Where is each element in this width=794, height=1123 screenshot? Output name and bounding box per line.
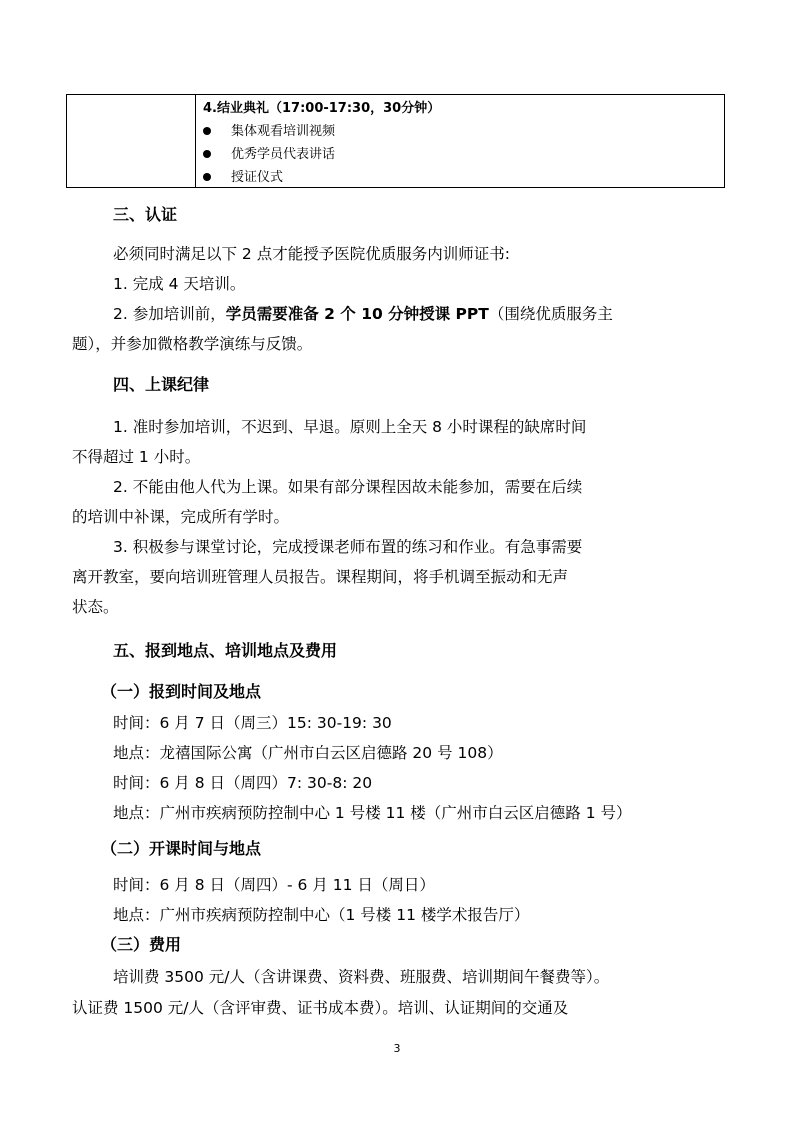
page-number: 3 xyxy=(393,1042,401,1055)
paragraph-line: 时间：6 月 8 日（周四）- 6 月 11 日（周日） xyxy=(113,876,435,894)
section-heading-certification: 三、认证 xyxy=(113,205,178,224)
subsection-heading-class-time: （二）开课时间与地点 xyxy=(101,839,262,858)
paragraph-line: 1. 准时参加培训，不迟到、早退。原则上全天 8 小时课程的缺席时间 xyxy=(113,418,587,436)
bullet-icon xyxy=(203,173,211,181)
session-title: 4.结业典礼（17:00-17:30，30分钟） xyxy=(203,101,441,116)
paragraph-line: 时间：6 月 8 日（周四）7: 30-8: 20 xyxy=(113,774,373,792)
paragraph-line: 1. 完成 4 天培训。 xyxy=(113,275,246,293)
paragraph-line: 题），并参加微格教学演练与反馈。 xyxy=(72,335,313,353)
table-column-divider xyxy=(195,95,196,187)
paragraph-line: 地点：广州市疾病预防控制中心（1 号楼 11 楼学术报告厅） xyxy=(113,906,530,924)
emphasis-text: 学员需要准备 2 个 10 分钟授课 PPT xyxy=(225,305,489,323)
paragraph-line: 培训费 3500 元/人（含讲课费、资料费、班服费、培训期间午餐费等）。 xyxy=(113,968,610,986)
bullet-icon xyxy=(203,150,211,158)
bullet-icon xyxy=(203,127,211,135)
paragraph-line: 必须同时满足以下 2 点才能授予医院优质服务内训师证书: xyxy=(113,245,510,263)
paragraph-line: 2. 参加培训前，学员需要准备 2 个 10 分钟授课 PPT（围绕优质服务主 xyxy=(113,305,613,323)
paragraph-line: 不得超过 1 小时。 xyxy=(72,448,201,466)
paragraph-line: 地点：龙禧国际公寓（广州市白云区启德路 20 号 108） xyxy=(113,744,503,762)
paragraph-line: 认证费 1500 元/人（含评审费、证书成本费）。培训、认证期间的交通及 xyxy=(72,999,569,1017)
list-item: 集体观看培训视频 xyxy=(203,120,720,143)
paragraph-line: 地点：广州市疾病预防控制中心 1 号楼 11 楼（广州市白云区启德路 1 号） xyxy=(113,804,632,822)
section-heading-discipline: 四、上课纪律 xyxy=(113,375,210,394)
section-heading-location-fees: 五、报到地点、培训地点及费用 xyxy=(113,641,338,660)
paragraph-line: 3. 积极参与课堂讨论，完成授课老师布置的练习和作业。有急事需要 xyxy=(113,538,583,556)
paragraph-line: 离开教室，要向培训班管理人员报告。课程期间，将手机调至振动和无声 xyxy=(72,568,569,586)
paragraph-line: 状态。 xyxy=(72,598,119,616)
list-item: 授证仪式 xyxy=(203,166,720,189)
subsection-heading-fees: （三）费用 xyxy=(101,935,182,954)
paragraph-line: 的培训中补课，完成所有学时。 xyxy=(72,508,290,526)
paragraph-line: 2. 不能由他人代为上课。如果有部分课程因故未能参加，需要在后续 xyxy=(113,478,583,496)
paragraph-line: 时间：6 月 7 日（周三）15: 30-19: 30 xyxy=(113,714,392,732)
list-item: 优秀学员代表讲话 xyxy=(203,143,720,166)
schedule-table-fragment xyxy=(66,94,725,188)
subsection-heading-registration: （一）报到时间及地点 xyxy=(101,682,262,701)
table-cell-closing-ceremony xyxy=(203,97,720,189)
